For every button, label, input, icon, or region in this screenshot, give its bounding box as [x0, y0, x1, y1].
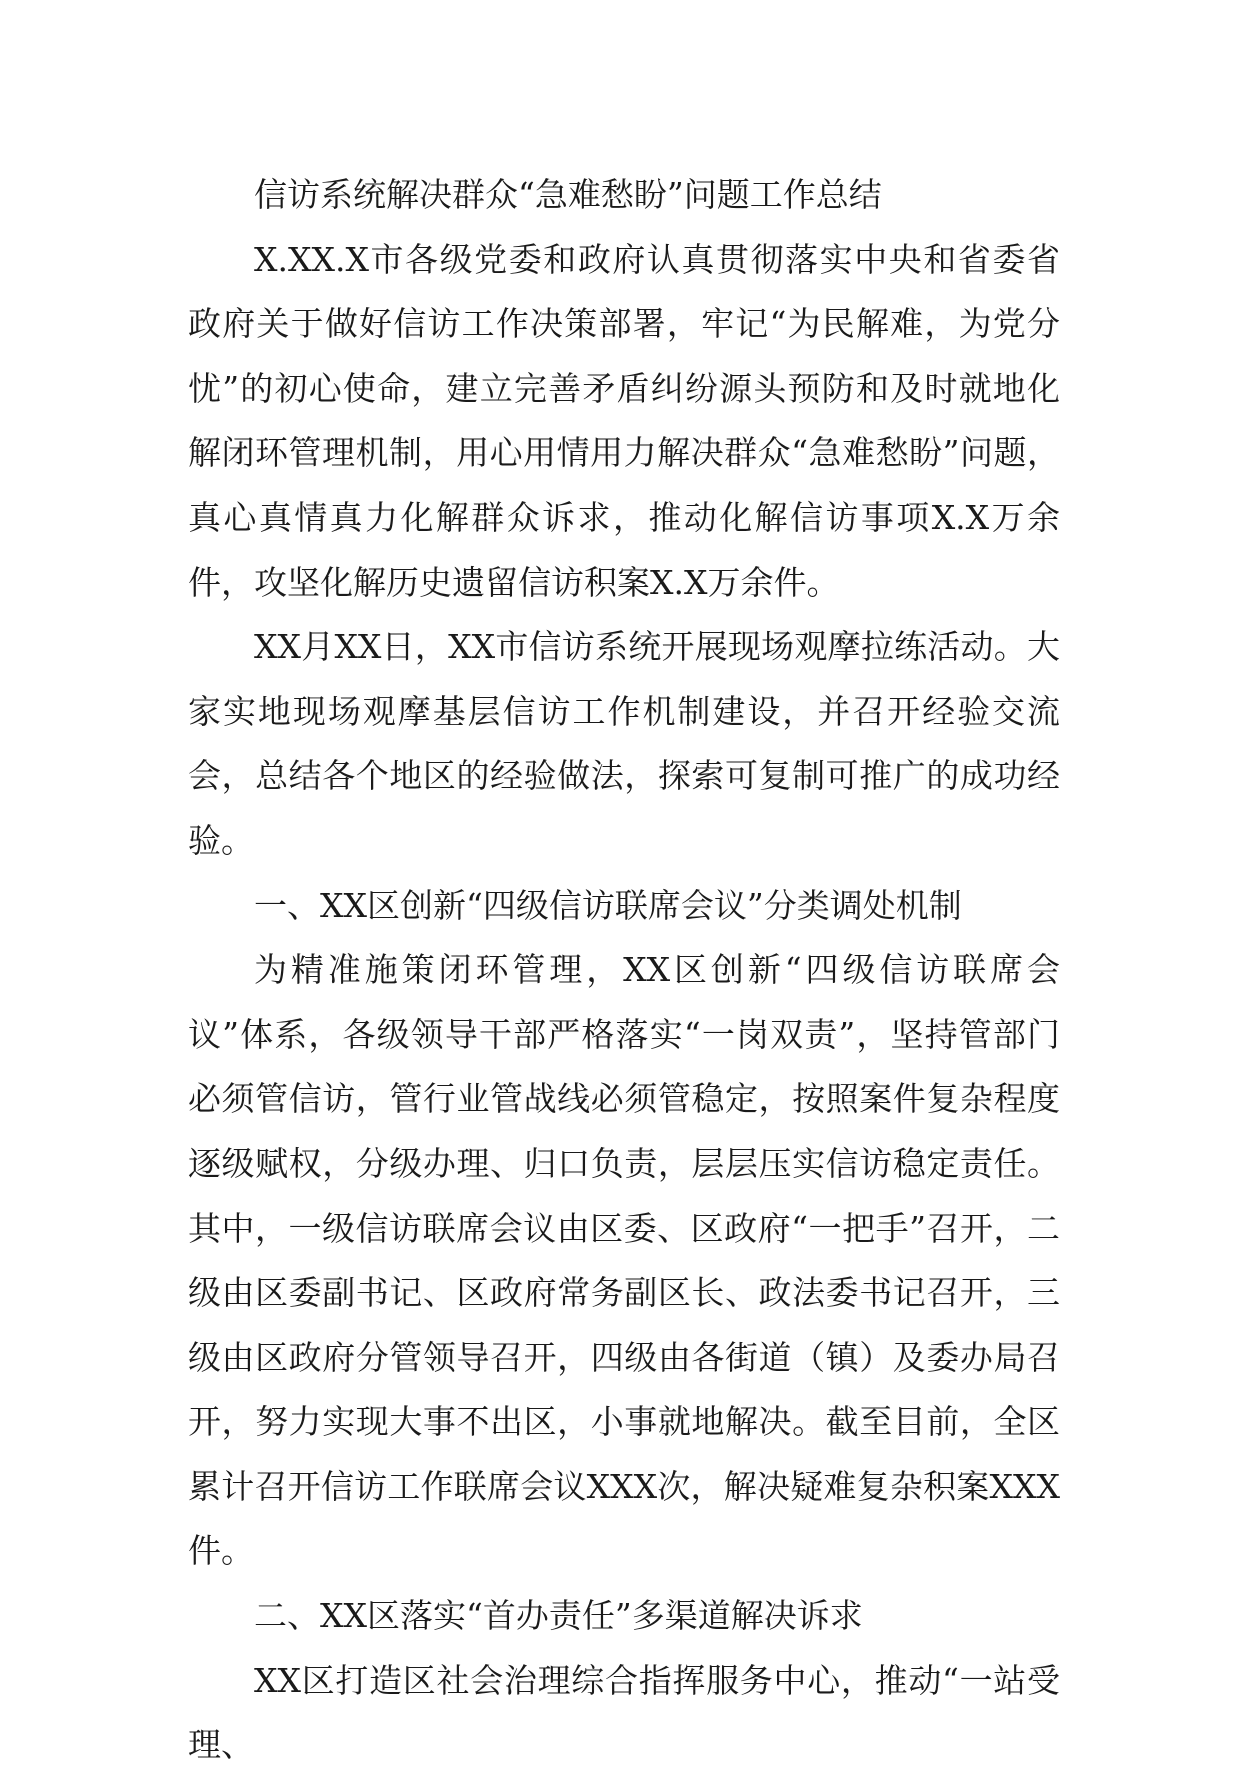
paragraph-section-one: 为精准施策闭环管理，XX区创新“四级信访联席会议”体系，各级领导干部严格落实“一岗双责”，坚持管部门必须管信访，管行业管战线必须管稳定，按照案件复杂程度逐级赋权，分级办理、归口负责，层层压实信访稳定责任。其中，一级信访联席会议由区委、区政府“一把手”召开，二级由区委副书记、区政府常务副区长、政法委书记召开，三级由区政府分管领导召开，四级由各街道（镇）及委办局召开，努力实现大事不出区，小事就地解决。截至目前，全区累计召开信访工作联席会议XXX次，解决疑难复杂积案XXX件。	[188, 950, 1060, 1571]
paragraph-section-two: XX区打造区社会治理综合指挥服务中心，推动“一站受理、	[188, 1660, 1060, 1765]
paragraph-intro: X.XX.X市各级党委和政府认真贯彻落实中央和省委省政府关于做好信访工作决策部署，牢记“为民解难，为党分忧”的初心使命，建立完善矛盾纠纷源头预防和及时就地化解闭环管理机制，用心用情用力解决群众“急难愁盼”问题，真心真情真力化解群众诉求，推动化解信访事项X.X万余件，攻坚化解历史遗留信访积案X.X万余件。	[188, 239, 1060, 602]
section-heading-one: 一、XX区创新“四级信访联席会议”分类调处机制	[254, 885, 962, 925]
section-heading-two: 二、XX区落实“首办责任”多渠道解决诉求	[254, 1596, 863, 1636]
document-title: 信访系统解决群众“急难愁盼”问题工作总结	[254, 175, 882, 214]
document-body	[188, 163, 1060, 1778]
paragraph-event: XX月XX日，XX市信访系统开展现场观摩拉练活动。大家实地现场观摩基层信访工作机制建设，并召开经验交流会，总结各个地区的经验做法，探索可复制可推广的成功经验。	[188, 627, 1060, 860]
